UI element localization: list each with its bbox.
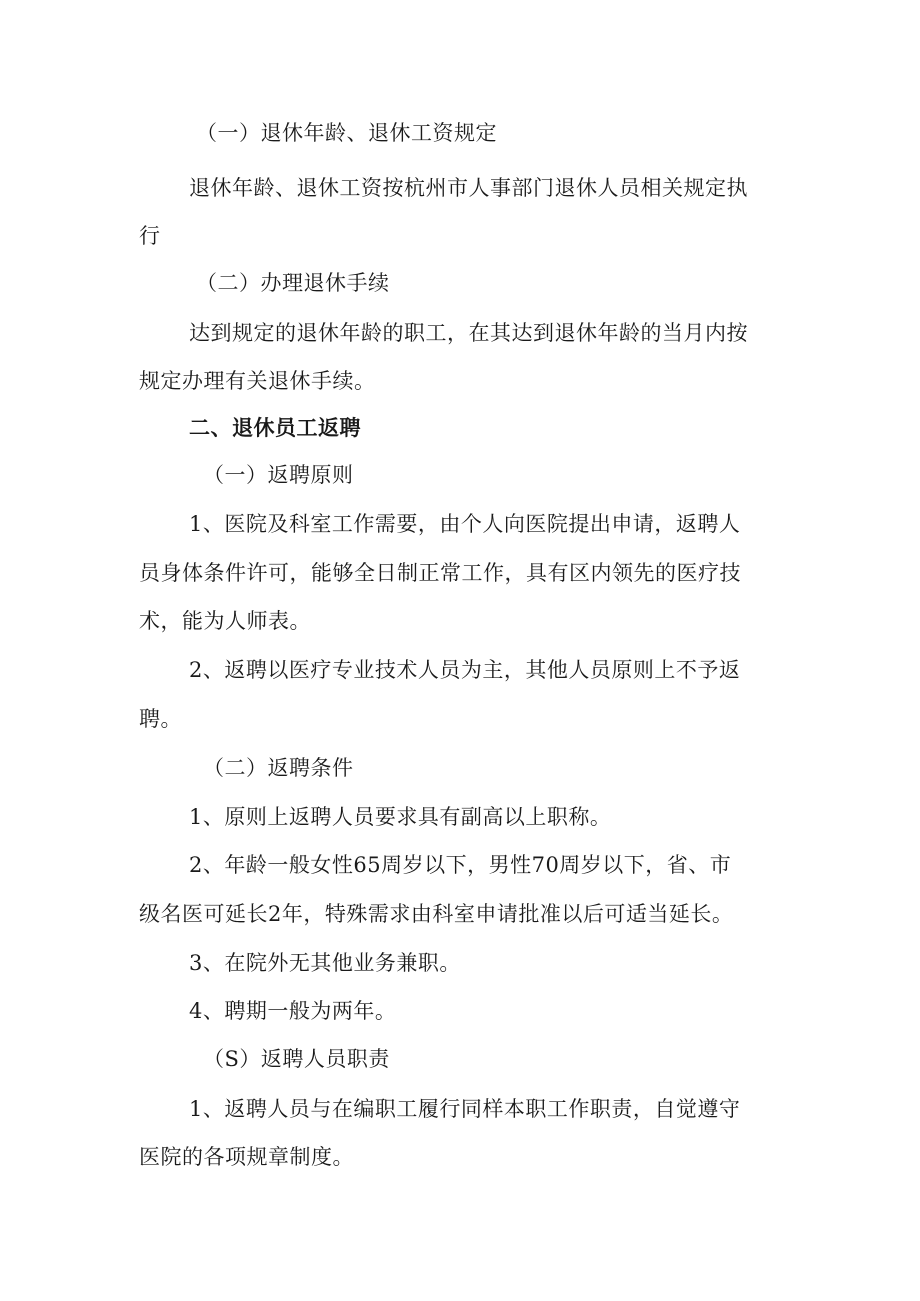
section-1-sub-1-title: （一）退休年龄、退休工资规定 [196,121,497,145]
section-2-sub-3-item-1-line-2: 医院的各项规章制度。 [139,1145,354,1169]
section-1-sub-2-body-line-1: 达到规定的退休年龄的职工，在其达到退休年龄的当月内按 [189,321,748,345]
section-2-sub-2-item-4: 4、聘期一般为两年。 [189,999,397,1023]
section-2-sub-3-item-1-line-1: 1、返聘人员与在编职工履行同样本职工作职责，自觉遵守 [189,1097,741,1121]
section-2-heading: 二、退休员工返聘 [189,415,361,440]
section-2-sub-1-item-2-line-2: 聘。 [139,707,182,731]
section-1-sub-2-body-line-2: 规定办理有关退休手续。 [139,369,376,393]
section-1-sub-2-title: （二）办理退休手续 [196,271,390,295]
section-2-sub-2-item-2-line-1: 2、年龄一般女性65周岁以下，男性70周岁以下，省、市 [189,853,732,877]
section-2-sub-3-title: （S）返聘人员职责 [203,1047,390,1071]
section-2-sub-2-item-3: 3、在院外无其他业务兼职。 [189,951,461,975]
section-2-sub-2-item-2-line-2: 级名医可延长2年，特殊需求由科室申请批准以后可适当延长。 [139,902,734,926]
section-2-sub-1-title: （一）返聘原则 [203,463,354,487]
section-2-sub-1-item-2-line-1: 2、返聘以医疗专业技术人员为主，其他人员原则上不予返 [189,658,741,682]
section-1-sub-1-body-line-1: 退休年龄、退休工资按杭州市人事部门退休人员相关规定执 [189,176,748,200]
section-2-sub-1-item-1-line-3: 术，能为人师表。 [139,609,311,633]
section-2-sub-2-title: （二）返聘条件 [203,756,354,780]
section-2-sub-2-item-1: 1、原则上返聘人员要求具有副高以上职称。 [189,805,612,829]
section-2-sub-1-item-1-line-1: 1、医院及科室工作需要，由个人向医院提出申请，返聘人 [189,512,741,536]
section-2-sub-1-item-1-line-2: 员身体条件许可，能够全日制正常工作，具有区内领先的医疗技 [139,561,741,585]
section-1-sub-1-body-line-2: 行 [139,224,161,248]
